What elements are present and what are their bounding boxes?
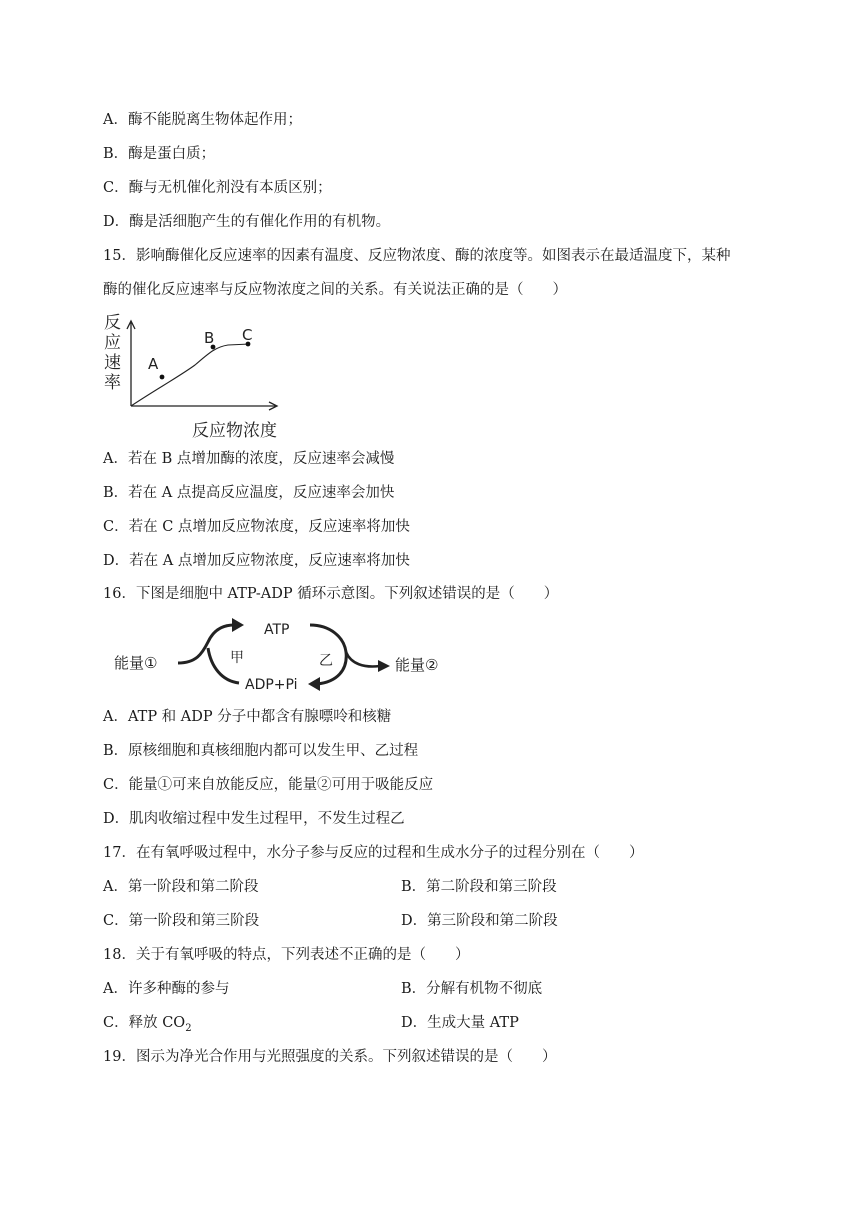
point-a-label: A [148,355,159,373]
co2-subscript: 2 [185,1022,192,1034]
q17-option-b: B．第二阶段和第三阶段 [401,879,557,895]
q17-stem: 17．在有氧呼吸过程中，水分子参与反应的过程和生成水分子的过程分别在（ ） [103,845,644,861]
y-label-char-3: 速 [104,353,121,373]
point-b-label: B [204,329,215,347]
q16-atp-adp-cycle-figure [112,612,462,694]
q14-option-a: A．酶不能脱离生物体起作用； [103,112,302,128]
point-a [160,375,165,380]
energy-2-arrowhead [378,660,390,672]
q18-option-a: A．许多种酶的参与 [103,981,230,997]
point-c-label: C [242,326,253,344]
q15-option-a: A．若在 B 点增加酶的浓度，反应速率会减慢 [103,451,395,467]
adp-pi-label: ADP+Pi [245,677,298,693]
rate-curve [131,344,250,406]
q15-option-d: D．若在 A 点增加反应物浓度，反应速率将加快 [103,553,410,569]
q15-option-c: C．若在 C 点增加反应物浓度，反应速率将加快 [103,519,410,535]
atp-label: ATP [264,622,290,638]
q15-stem-line1: 15．影响酶催化反应速率的因素有温度、反应物浓度、酶的浓度等。如图表示在最适温度下，某种 [103,248,731,264]
q18-stem: 18．关于有氧呼吸的特点，下列表述不正确的是（ ） [103,947,470,963]
q17-option-a: A．第一阶段和第二阶段 [103,879,259,895]
q14-option-d: D．酶是活细胞产生的有催化作用的有机物。 [103,214,391,230]
left-arc-arrow [178,625,234,663]
q15-stem-line2: 酶的催化反应速率与反应物浓度之间的关系。有关说法正确的是（ ） [103,282,567,298]
q18-option-c [103,1013,192,1039]
q18-option-d: D．生成大量 ATP [401,1015,519,1031]
yi-label: 乙 [319,653,333,669]
q16-option-d: D．肌肉收缩过程中发生过程甲，不发生过程乙 [103,811,405,827]
q14-option-c: C．酶与无机催化剂没有本质区别； [103,180,332,196]
x-axis-label: 反应物浓度 [192,421,277,440]
q14-option-b: B．酶是蛋白质； [103,146,216,162]
q16-stem: 16．下图是细胞中 ATP-ADP 循环示意图。下列叙述错误的是（ ） [103,586,559,602]
q15-option-b: B．若在 A 点提高反应温度，反应速率会加快 [103,485,395,501]
q18-option-b: B．分解有机物不彻底 [401,981,543,997]
q16-option-a: A．ATP 和 ADP 分子中都含有腺嘌呤和核糖 [103,709,392,725]
q18-option-c-text: C．释放 CO [103,1015,186,1031]
right-arc-arrowhead [308,677,320,691]
y-label-char-1: 反 [104,313,121,333]
q17-option-d: D．第三阶段和第二阶段 [401,913,558,929]
y-label-char-2: 应 [104,333,121,353]
energy-1-label: 能量① [114,654,158,672]
jia-label: 甲 [230,650,244,666]
left-arc-arrowhead [232,618,244,632]
q16-option-c: C．能量①可来自放能反应，能量②可用于吸能反应 [103,777,434,793]
energy-2-branch [346,652,380,666]
energy-2-label: 能量② [395,656,439,674]
q16-option-b: B．原核细胞和真核细胞内都可以发生甲、乙过程 [103,743,419,759]
y-label-char-4: 率 [104,373,121,393]
q15-rate-curve-figure [100,310,300,440]
q17-option-c: C．第一阶段和第三阶段 [103,913,260,929]
q19-stem: 19．图示为净光合作用与光照强度的关系。下列叙述错误的是（ ） [103,1049,557,1065]
